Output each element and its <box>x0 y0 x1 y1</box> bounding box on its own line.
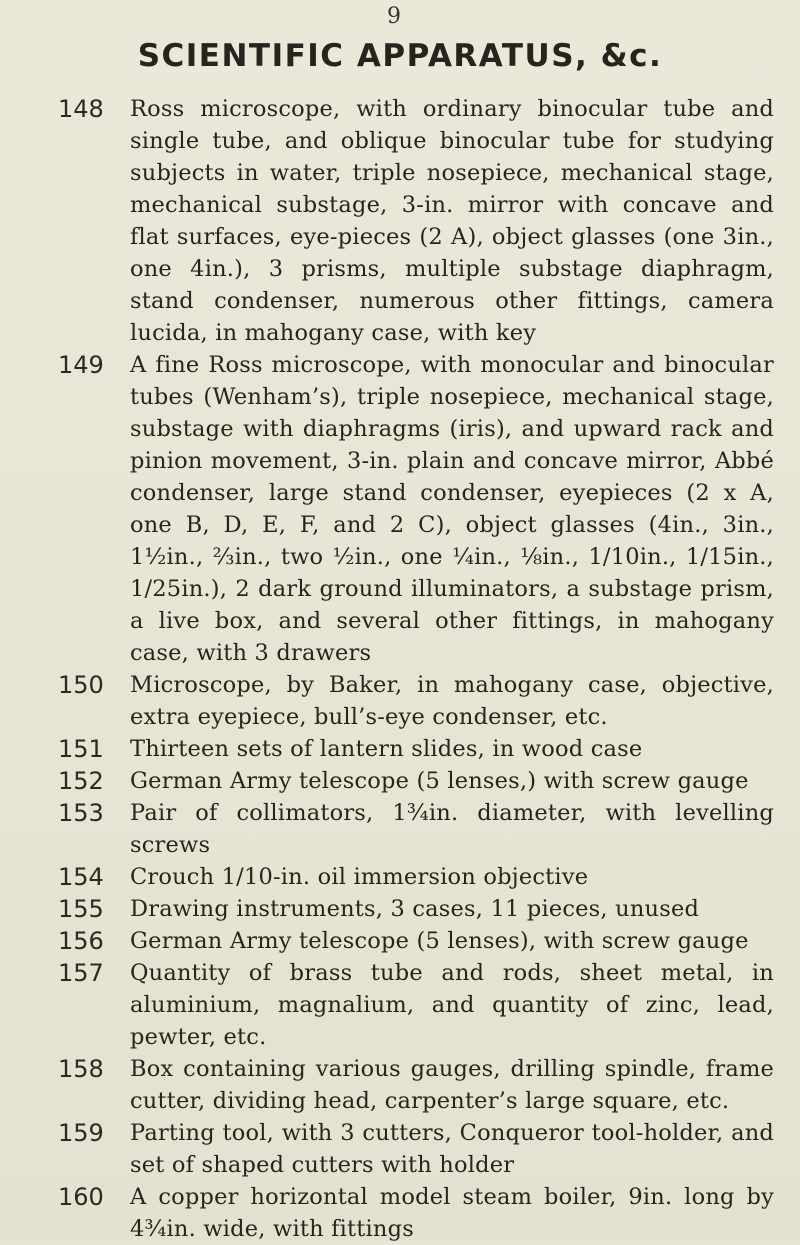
lot-entry <box>0 669 800 733</box>
lot-number: 153 <box>58 799 104 827</box>
lot-entry <box>0 1117 800 1181</box>
lot-number: 154 <box>58 863 104 891</box>
page-number: 9 <box>387 4 401 29</box>
lot-number: 158 <box>58 1055 104 1083</box>
lot-description: A fine Ross microscope, with monocular and binocular tubes (Wenham’s), triple nosepiece, mechanical stage, substage with diaphragms (iris), and upward rack and pinion movement, 3-in. plain and concave mirror, Abbé condenser, large stand condenser, eyepieces (2 x A, one B, D, E, F, and 2 C), object glasses (4in., 3in., 1½in., ⅔in., two ½in., one ¼in., ⅛in., 1/10in., 1/15in., 1/25in.), 2 dark ground illuminators, a substage prism, a live box, and several other fittings, in mahogany case, with 3 drawers <box>130 352 774 666</box>
lot-entry <box>0 349 800 669</box>
lot-number: 159 <box>58 1119 104 1147</box>
lot-description: Box containing various gauges, drilling spindle, frame cutter, dividing head, carpenter’s large square, etc. <box>130 1056 774 1114</box>
lot-number: 157 <box>58 959 104 987</box>
lot-description: A copper horizontal model steam boiler, 9in. long by 4¾in. wide, with fittings <box>130 1184 774 1242</box>
running-head: SCIENTIFIC APPARATUS, &c. <box>137 38 663 74</box>
lot-description: Microscope, by Baker, in mahogany case, objective, extra eyepiece, bull’s-eye condenser, etc. <box>130 672 774 730</box>
lot-entry <box>0 93 800 349</box>
lot-entry <box>0 797 800 861</box>
lot-number: 151 <box>58 735 104 763</box>
lot-entry <box>0 957 800 1053</box>
lot-number: 152 <box>58 767 104 795</box>
lot-entry <box>0 893 800 925</box>
lot-entry <box>0 1181 800 1245</box>
lot-number: 150 <box>58 671 104 699</box>
lot-description: Ross microscope, with ordinary binocular tube and single tube, and oblique binocular tube for studying subjects in water, triple nosepiece, mechanical stage, mechanical substage, 3-in. mirror with concave and flat surfaces, eye-pieces (2 A), object glasses (one 3in., one 4in.), 3 prisms, multiple substage diaphragm, stand condenser, numerous other fittings, camera lucida, in mahogany case, with key <box>130 96 774 346</box>
lot-description: German Army telescope (5 lenses,) with screw gauge <box>130 768 749 794</box>
lot-number: 160 <box>58 1183 104 1211</box>
lot-entry <box>0 925 800 957</box>
lot-number: 148 <box>58 95 104 123</box>
lot-description: Drawing instruments, 3 cases, 11 pieces, unused <box>130 896 700 922</box>
lot-number: 149 <box>58 351 104 379</box>
lot-description: German Army telescope (5 lenses), with screw gauge <box>130 928 749 954</box>
lot-description: Parting tool, with 3 cutters, Conqueror tool-holder, and set of shaped cutters with holder <box>130 1120 774 1178</box>
lot-number: 155 <box>58 895 104 923</box>
lot-entry <box>0 733 800 765</box>
lot-description: Crouch 1/10-in. oil immersion objective <box>130 864 589 890</box>
lot-list <box>0 93 800 1245</box>
lot-description: Thirteen sets of lantern slides, in wood case <box>130 736 643 762</box>
lot-number: 156 <box>58 927 104 955</box>
lot-entry <box>0 765 800 797</box>
lot-entry <box>0 861 800 893</box>
lot-description: Pair of collimators, 1¾in. diameter, with levelling screws <box>130 800 774 858</box>
lot-description: Quantity of brass tube and rods, sheet metal, in aluminium, magnalium, and quantity of zinc, lead, pewter, etc. <box>130 960 774 1050</box>
lot-entry <box>0 1053 800 1117</box>
